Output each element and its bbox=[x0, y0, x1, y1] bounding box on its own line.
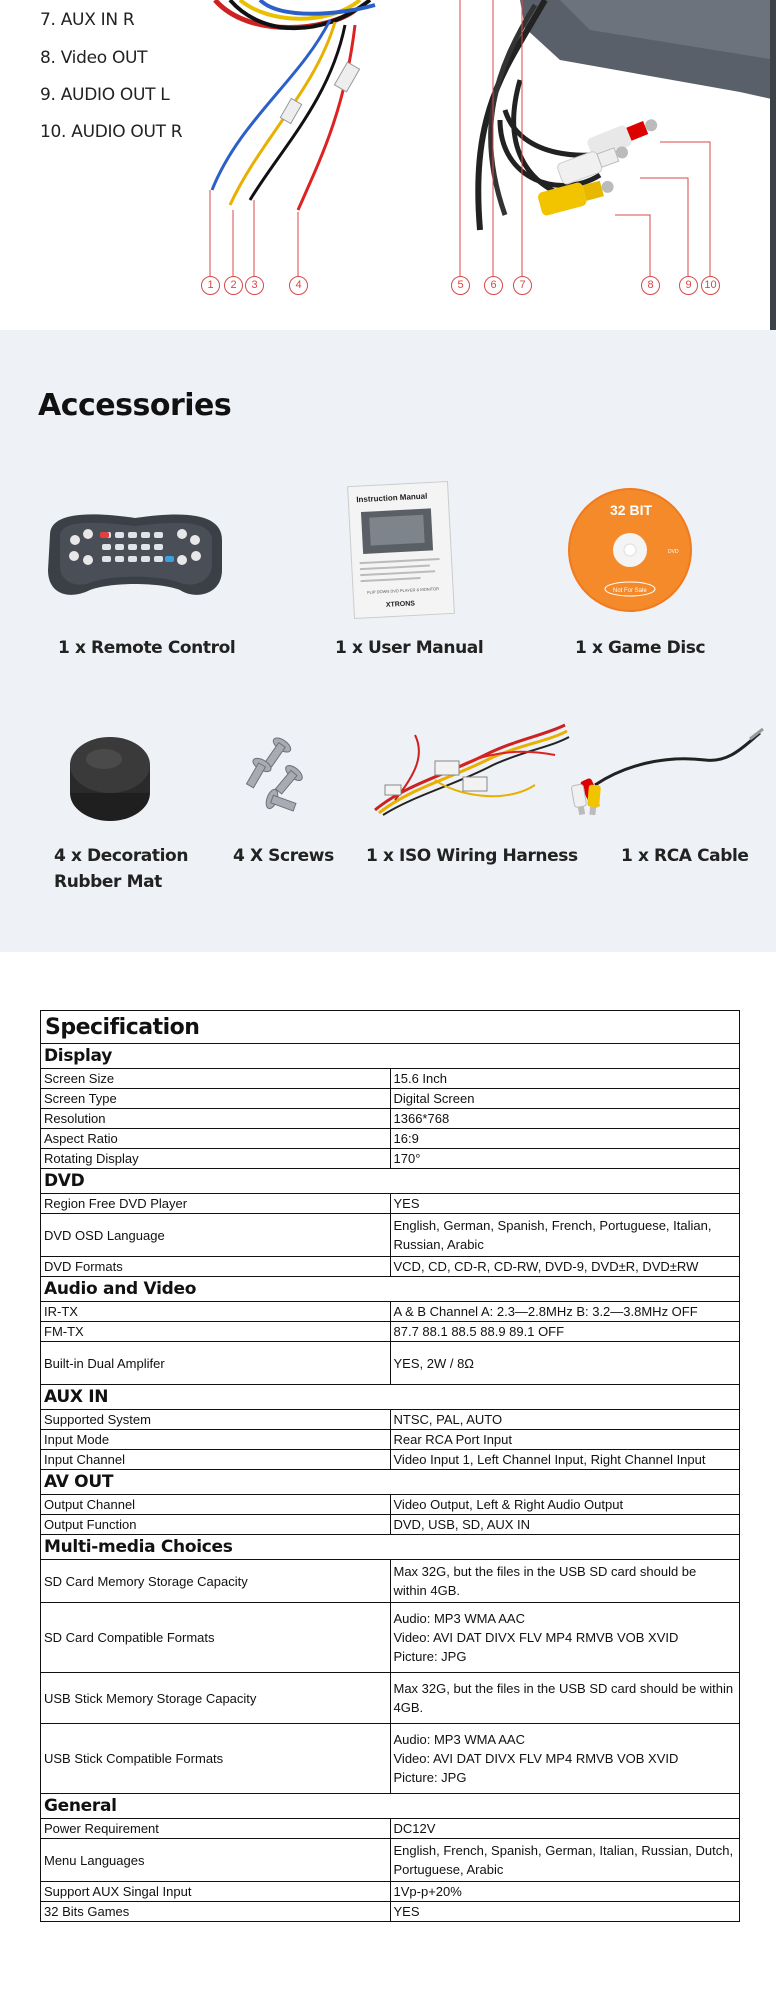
spec-section-row bbox=[41, 1535, 740, 1560]
spec-value-line: Rear RCA Port Input bbox=[393, 1432, 512, 1447]
spec-section-heading: AUX IN bbox=[41, 1385, 740, 1410]
spec-row bbox=[41, 1673, 740, 1724]
spec-value-line: Max 32G, but the files in the USB SD card should be within bbox=[393, 1681, 734, 1696]
wire-label-8: 8. Video OUT bbox=[40, 48, 148, 68]
spec-value-line: YES, 2W / 8Ω bbox=[393, 1355, 475, 1371]
spec-section-heading: AV OUT bbox=[41, 1470, 740, 1495]
spec-value bbox=[390, 1603, 740, 1673]
callout-4: 4 bbox=[289, 276, 308, 295]
callout-9: 9 bbox=[679, 276, 698, 295]
spec-section-row bbox=[41, 1169, 740, 1194]
spec-value-line: 1366*768 bbox=[393, 1111, 450, 1126]
spec-row bbox=[41, 1724, 740, 1794]
spec-row bbox=[41, 1603, 740, 1673]
spec-key: Input Mode bbox=[41, 1430, 391, 1450]
game-disc-image bbox=[555, 485, 705, 615]
spec-row bbox=[41, 1322, 740, 1342]
spec-value-line: Portuguese, Arabic bbox=[393, 1862, 504, 1877]
rca-cable-image bbox=[565, 725, 765, 825]
spec-section-heading: Audio and Video bbox=[41, 1277, 740, 1302]
disc-dvd-logo: DVD bbox=[668, 549, 679, 555]
accessory-label-disc: 1 x Game Disc bbox=[575, 638, 706, 658]
spec-key: Built-in Dual Amplifer bbox=[41, 1342, 391, 1385]
spec-key: USB Stick Memory Storage Capacity bbox=[41, 1673, 391, 1724]
spec-value-line: 87.7 88.1 88.5 88.9 89.1 OFF bbox=[393, 1324, 565, 1339]
manual-brand: XTRONS bbox=[385, 600, 416, 609]
callout-8: 8 bbox=[641, 276, 660, 295]
spec-value-line: 15.6 Inch bbox=[393, 1071, 447, 1086]
spec-value-line: A & B Channel A: 2.3—2.8MHz B: 3.2—3.8MHz OFF bbox=[393, 1304, 698, 1319]
spec-key: 32 Bits Games bbox=[41, 1902, 391, 1922]
spec-value bbox=[390, 1450, 740, 1470]
accessory-label-harness: 1 x ISO Wiring Harness bbox=[366, 846, 578, 866]
user-manual-image bbox=[345, 480, 455, 620]
specification-table bbox=[40, 1010, 740, 1922]
spec-key: Region Free DVD Player bbox=[41, 1194, 391, 1214]
spec-key: SD Card Compatible Formats bbox=[41, 1603, 391, 1673]
manual-cover-title: Instruction Manual bbox=[356, 491, 428, 505]
spec-row bbox=[41, 1257, 740, 1277]
spec-key: Rotating Display bbox=[41, 1149, 391, 1169]
spec-section-row bbox=[41, 1470, 740, 1495]
spec-value bbox=[390, 1109, 740, 1129]
spec-value-line: NTSC, PAL, AUTO bbox=[393, 1412, 503, 1427]
spec-key: Output Function bbox=[41, 1515, 391, 1535]
spec-value bbox=[390, 1194, 740, 1214]
spec-value bbox=[390, 1882, 740, 1902]
spec-row bbox=[41, 1430, 740, 1450]
spec-key: Input Channel bbox=[41, 1450, 391, 1470]
spec-value bbox=[390, 1724, 740, 1794]
spec-row bbox=[41, 1089, 740, 1109]
spec-row bbox=[41, 1149, 740, 1169]
spec-value bbox=[390, 1342, 740, 1385]
spec-key: Menu Languages bbox=[41, 1839, 391, 1882]
spec-section-row bbox=[41, 1794, 740, 1819]
spec-value-line: 1Vp-p+20% bbox=[393, 1884, 462, 1899]
spec-value-line: Digital Screen bbox=[393, 1091, 475, 1106]
spec-row bbox=[41, 1302, 740, 1322]
spec-key: Power Requirement bbox=[41, 1819, 391, 1839]
spec-row bbox=[41, 1129, 740, 1149]
spec-value bbox=[390, 1410, 740, 1430]
spec-value bbox=[390, 1089, 740, 1109]
spec-row bbox=[41, 1194, 740, 1214]
accessory-label-rca: 1 x RCA Cable bbox=[621, 846, 749, 866]
spec-value bbox=[390, 1902, 740, 1922]
disc-note: Not For Sale bbox=[613, 588, 647, 594]
spec-value-line: Video: AVI DAT DIVX FLV MP4 RMVB VOB XVID bbox=[393, 1630, 679, 1645]
spec-row bbox=[41, 1882, 740, 1902]
callout-5: 5 bbox=[451, 276, 470, 295]
spec-key: Screen Type bbox=[41, 1089, 391, 1109]
spec-key: Screen Size bbox=[41, 1069, 391, 1089]
spec-key: FM-TX bbox=[41, 1322, 391, 1342]
wire-label-9: 9. AUDIO OUT L bbox=[40, 85, 170, 105]
spec-value bbox=[390, 1322, 740, 1342]
accessory-label-remote: 1 x Remote Control bbox=[58, 638, 236, 658]
accessories-section bbox=[0, 330, 776, 952]
spec-key: USB Stick Compatible Formats bbox=[41, 1724, 391, 1794]
callout-1: 1 bbox=[201, 276, 220, 295]
spec-section-heading: Multi-media Choices bbox=[41, 1535, 740, 1560]
spec-row bbox=[41, 1902, 740, 1922]
spec-section-row bbox=[41, 1385, 740, 1410]
spec-key: Supported System bbox=[41, 1410, 391, 1430]
callout-6: 6 bbox=[484, 276, 503, 295]
spec-value-line: Picture: JPG bbox=[393, 1770, 467, 1785]
spec-value-line: within 4GB. bbox=[393, 1583, 460, 1598]
spec-value bbox=[390, 1129, 740, 1149]
spec-value-line: DVD, USB, SD, AUX IN bbox=[393, 1517, 531, 1532]
spec-key: Output Channel bbox=[41, 1495, 391, 1515]
callout-3: 3 bbox=[245, 276, 264, 295]
spec-row bbox=[41, 1515, 740, 1535]
manual-cover-subtitle: FLIP DOWN DVD PLAYER & MONITOR bbox=[367, 586, 440, 595]
spec-key: Aspect Ratio bbox=[41, 1129, 391, 1149]
spec-value-line: 4GB. bbox=[393, 1700, 424, 1715]
spec-value-line: Video Input 1, Left Channel Input, Right Channel Input bbox=[393, 1452, 706, 1467]
spec-title: Specification bbox=[41, 1011, 740, 1044]
spec-row bbox=[41, 1069, 740, 1089]
spec-value-line: Picture: JPG bbox=[393, 1649, 467, 1664]
spec-row bbox=[41, 1819, 740, 1839]
spec-row bbox=[41, 1560, 740, 1603]
spec-value bbox=[390, 1673, 740, 1724]
spec-value bbox=[390, 1149, 740, 1169]
rubber-mat-image bbox=[60, 735, 160, 825]
screws-image bbox=[232, 735, 327, 825]
wire-label-10: 10. AUDIO OUT R bbox=[40, 122, 183, 142]
spec-key: DVD OSD Language bbox=[41, 1214, 391, 1257]
spec-key: Resolution bbox=[41, 1109, 391, 1129]
spec-row bbox=[41, 1839, 740, 1882]
spec-value bbox=[390, 1302, 740, 1322]
spec-section-heading: DVD bbox=[41, 1169, 740, 1194]
accessory-label-mat-line1: 4 x Decoration bbox=[54, 846, 189, 866]
wire-label-7: 7. AUX IN R bbox=[40, 10, 135, 30]
spec-value-line: YES bbox=[393, 1196, 420, 1211]
remote-control-image bbox=[40, 500, 230, 610]
accessories-title: Accessories bbox=[38, 388, 232, 423]
spec-row bbox=[41, 1495, 740, 1515]
spec-section-heading: Display bbox=[41, 1044, 740, 1069]
spec-key: SD Card Memory Storage Capacity bbox=[41, 1560, 391, 1603]
spec-section-row bbox=[41, 1277, 740, 1302]
disc-title: 32 BIT bbox=[610, 502, 653, 518]
spec-row bbox=[41, 1410, 740, 1430]
spec-value-line: 16:9 bbox=[393, 1131, 419, 1146]
spec-value bbox=[390, 1257, 740, 1277]
spec-row bbox=[41, 1342, 740, 1385]
spec-row bbox=[41, 1214, 740, 1257]
spec-value bbox=[390, 1515, 740, 1535]
spec-value bbox=[390, 1495, 740, 1515]
spec-title-row bbox=[41, 1011, 740, 1044]
spec-section-row bbox=[41, 1044, 740, 1069]
accessory-label-manual: 1 x User Manual bbox=[335, 638, 484, 658]
spec-value bbox=[390, 1560, 740, 1603]
spec-value-line: Audio: MP3 WMA AAC bbox=[393, 1732, 525, 1747]
spec-value-line: Audio: MP3 WMA AAC bbox=[393, 1611, 525, 1626]
spec-value-line: English, German, Spanish, French, Portuguese, Italian, bbox=[393, 1218, 712, 1233]
spec-key: Support AUX Singal Input bbox=[41, 1882, 391, 1902]
spec-row bbox=[41, 1109, 740, 1129]
wiring-section bbox=[0, 0, 776, 330]
spec-key: DVD Formats bbox=[41, 1257, 391, 1277]
callout-2: 2 bbox=[224, 276, 243, 295]
spec-value bbox=[390, 1839, 740, 1882]
spec-value bbox=[390, 1214, 740, 1257]
spec-key: IR-TX bbox=[41, 1302, 391, 1322]
spec-value bbox=[390, 1819, 740, 1839]
spec-value bbox=[390, 1069, 740, 1089]
spec-value-line: DC12V bbox=[393, 1821, 436, 1836]
spec-value-line: Russian, Arabic bbox=[393, 1237, 484, 1252]
iso-harness-image bbox=[365, 715, 575, 825]
callout-7: 7 bbox=[513, 276, 532, 295]
callout-10: 10 bbox=[701, 276, 720, 295]
spec-value-line: Video Output, Left & Right Audio Output bbox=[393, 1497, 624, 1512]
spec-value-line: YES bbox=[393, 1904, 420, 1919]
spec-value-line: VCD, CD, CD-R, CD-RW, DVD-9, DVD±R, DVD±RW bbox=[393, 1259, 699, 1274]
spec-value-line: 170° bbox=[393, 1151, 421, 1166]
accessory-label-screws: 4 X Screws bbox=[233, 846, 334, 866]
spec-value-line: Video: AVI DAT DIVX FLV MP4 RMVB VOB XVID bbox=[393, 1751, 679, 1766]
spec-row bbox=[41, 1450, 740, 1470]
spec-value bbox=[390, 1430, 740, 1450]
spec-section-heading: General bbox=[41, 1794, 740, 1819]
accessory-label-mat-line2: Rubber Mat bbox=[54, 872, 162, 892]
spec-value-line: English, French, Spanish, German, Italian, Russian, Dutch, bbox=[393, 1843, 734, 1858]
spec-value-line: Max 32G, but the files in the USB SD card should be bbox=[393, 1564, 697, 1579]
